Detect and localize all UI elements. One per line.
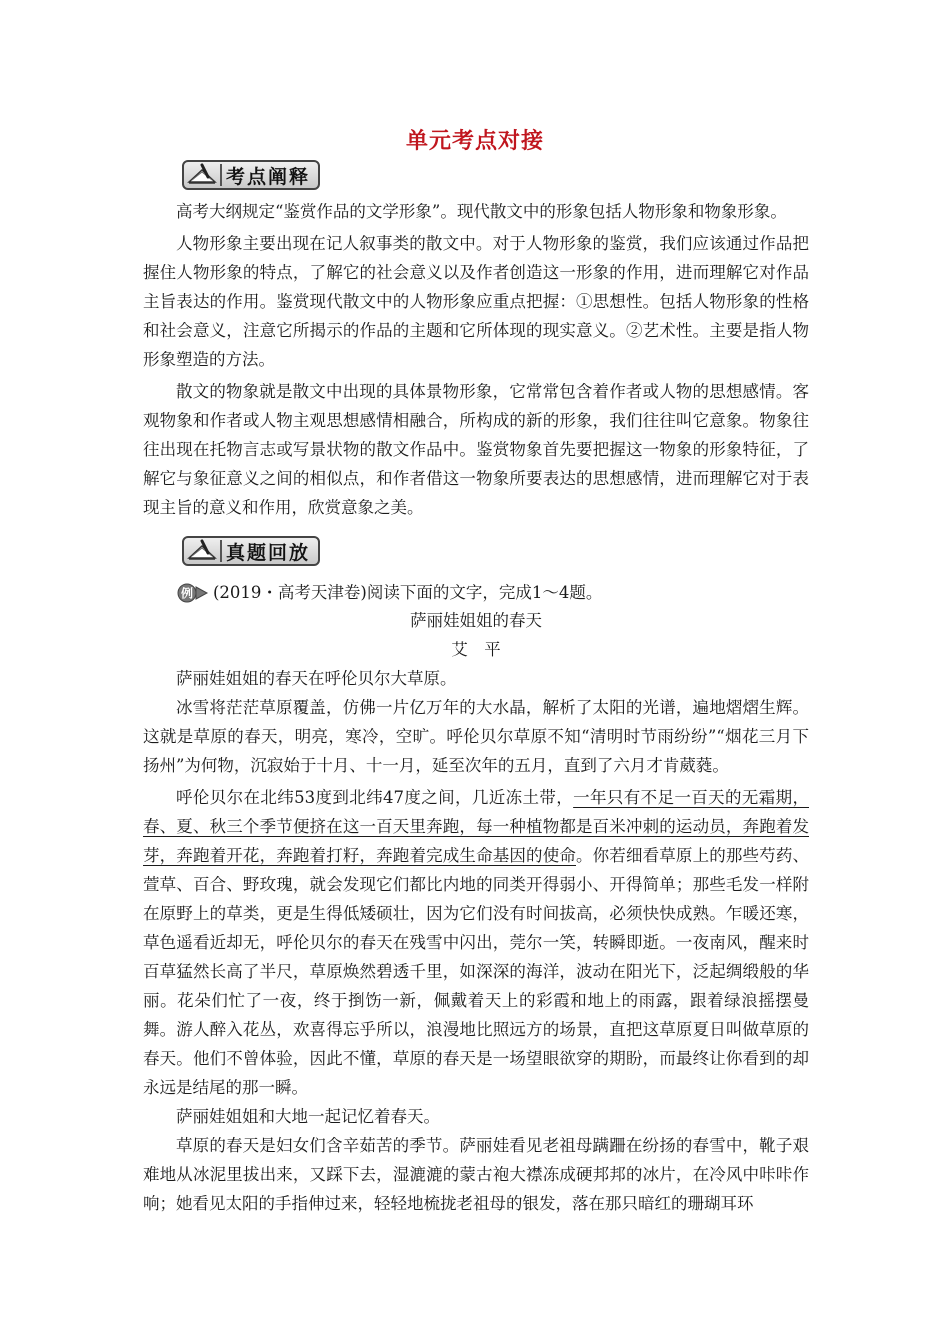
text-run: 呼伦贝尔在北纬53度到北纬47度之间，几近冻土带，	[176, 788, 574, 807]
paragraph	[143, 783, 809, 1102]
paragraph: 萨丽娃姐姐和大地一起记忆着春天。	[176, 1107, 440, 1126]
section-badge-zhenti	[182, 536, 320, 566]
paragraph: 冰雪将茫茫草原覆盖，仿佛一片亿万年的大水晶，解析了太阳的光谱，遍地熠熠生辉。这就是草原的春天，明亮，寒冷，空旷。呼伦贝尔草原不知“清明时节雨纷纷”“烟花三月下扬州”为何物，沉寂始于十月、十一月，延至次年的五月，直到了六月才肯葳蕤。	[143, 698, 809, 775]
underlined-sentence: 一年只有不足一百天的无霜期，春、夏、秋三个季节便挤在这一百天里奔跑，每一种植物都是百米冲刺的运动员，奔跑着发芽，奔跑着开花，奔跑着打籽，奔跑着完成生命基因的使命	[143, 788, 809, 865]
section-badge-kaodian	[182, 160, 320, 190]
paragraph: 高考大纲规定“鉴赏作品的文学形象”。现代散文中的形象包括人物形象和物象形象。	[176, 202, 787, 221]
badge-divider	[220, 164, 222, 186]
explanation-block	[143, 197, 809, 522]
page-title: 单元考点对接	[405, 128, 544, 154]
example-icon-label: 例	[180, 586, 194, 601]
article-block	[143, 606, 809, 1218]
article-title: 萨丽娃姐姐的春天	[410, 611, 542, 630]
example-icon	[177, 582, 211, 604]
example-instruction: (2019・高考天津卷)阅读下面的文字，完成1～4题。	[213, 583, 603, 602]
book-icon	[186, 538, 218, 564]
example-instruction-line	[177, 580, 602, 606]
paragraph: 萨丽娃姐姐的春天在呼伦贝尔大草原。	[176, 669, 457, 688]
section-label: 考点阐释	[226, 165, 311, 188]
article-author: 艾 平	[451, 640, 501, 659]
book-icon	[186, 162, 218, 188]
section-label: 真题回放	[226, 541, 311, 564]
text-run: 。你若细看草原上的那些芍药、萱草、百合、野玫瑰，就会发现它们都比内地的同类开得弱小、开得简单；那些毛发一样附在原野上的草类，更是生得低矮硕壮，因为它们没有时间拔高，必须快快成熟。乍暖还寒，草色遥看近却无，呼伦贝尔的春天在残雪中闪出，莞尔一笑，转瞬即逝。一夜南风，醒来时百草猛然长高了半尺，草原焕然碧透千里，如深深的海洋，波动在阳光下，泛起绸缎般的华丽。花朵们忙了一夜，终于捯饬一新，佩戴着天上的彩霞和地上的雨露，跟着绿浪摇摆曼舞。游人醉入花丛，欢喜得忘乎所以，浪漫地比照远方的场景，直把这草原夏日叫做草原的春天。他们不曾体验，因此不懂，草原的春天是一场望眼欲穿的期盼，而最终让你看到的却永远是结尾的那一瞬。	[143, 846, 810, 1097]
paragraph: 散文的物象就是散文中出现的具体景物形象，它常常包含着作者或人物的思想感情。客观物象和作者或人物主观思想感情相融合，所构成的新的形象，我们往往叫它意象。物象往往出现在托物言志或写景状物的散文作品中。鉴赏物象首先要把握这一物象的形象特征，了解它与象征意义之间的相似点，和作者借这一物象所要表达的思想感情，进而理解它对于表现主旨的意义和作用，欣赏意象之美。	[143, 382, 809, 517]
paragraph: 人物形象主要出现在记人叙事类的散文中。对于人物形象的鉴赏，我们应该通过作品把握住人物形象的特点，了解它的社会意义以及作者创造这一形象的作用，进而理解它对作品主旨表达的作用。鉴赏现代散文中的人物形象应重点把握：①思想性。包括人物形象的性格和社会意义，注意它所揭示的作品的主题和它所体现的现实意义。②艺术性。主要是指人物形象塑造的方法。	[143, 234, 809, 369]
badge-divider	[220, 540, 222, 562]
paragraph: 草原的春天是妇女们含辛茹苦的季节。萨丽娃看见老祖母蹒跚在纷扬的春雪中，靴子艰难地从冰泥里拔出来，又踩下去，湿漉漉的蒙古袍大襟冻成硬邦邦的冰片，在冷风中咔咔作响；她看见太阳的手指伸过来，轻轻地梳拢老祖母的银发，落在那只暗红的珊瑚耳环	[143, 1136, 809, 1213]
